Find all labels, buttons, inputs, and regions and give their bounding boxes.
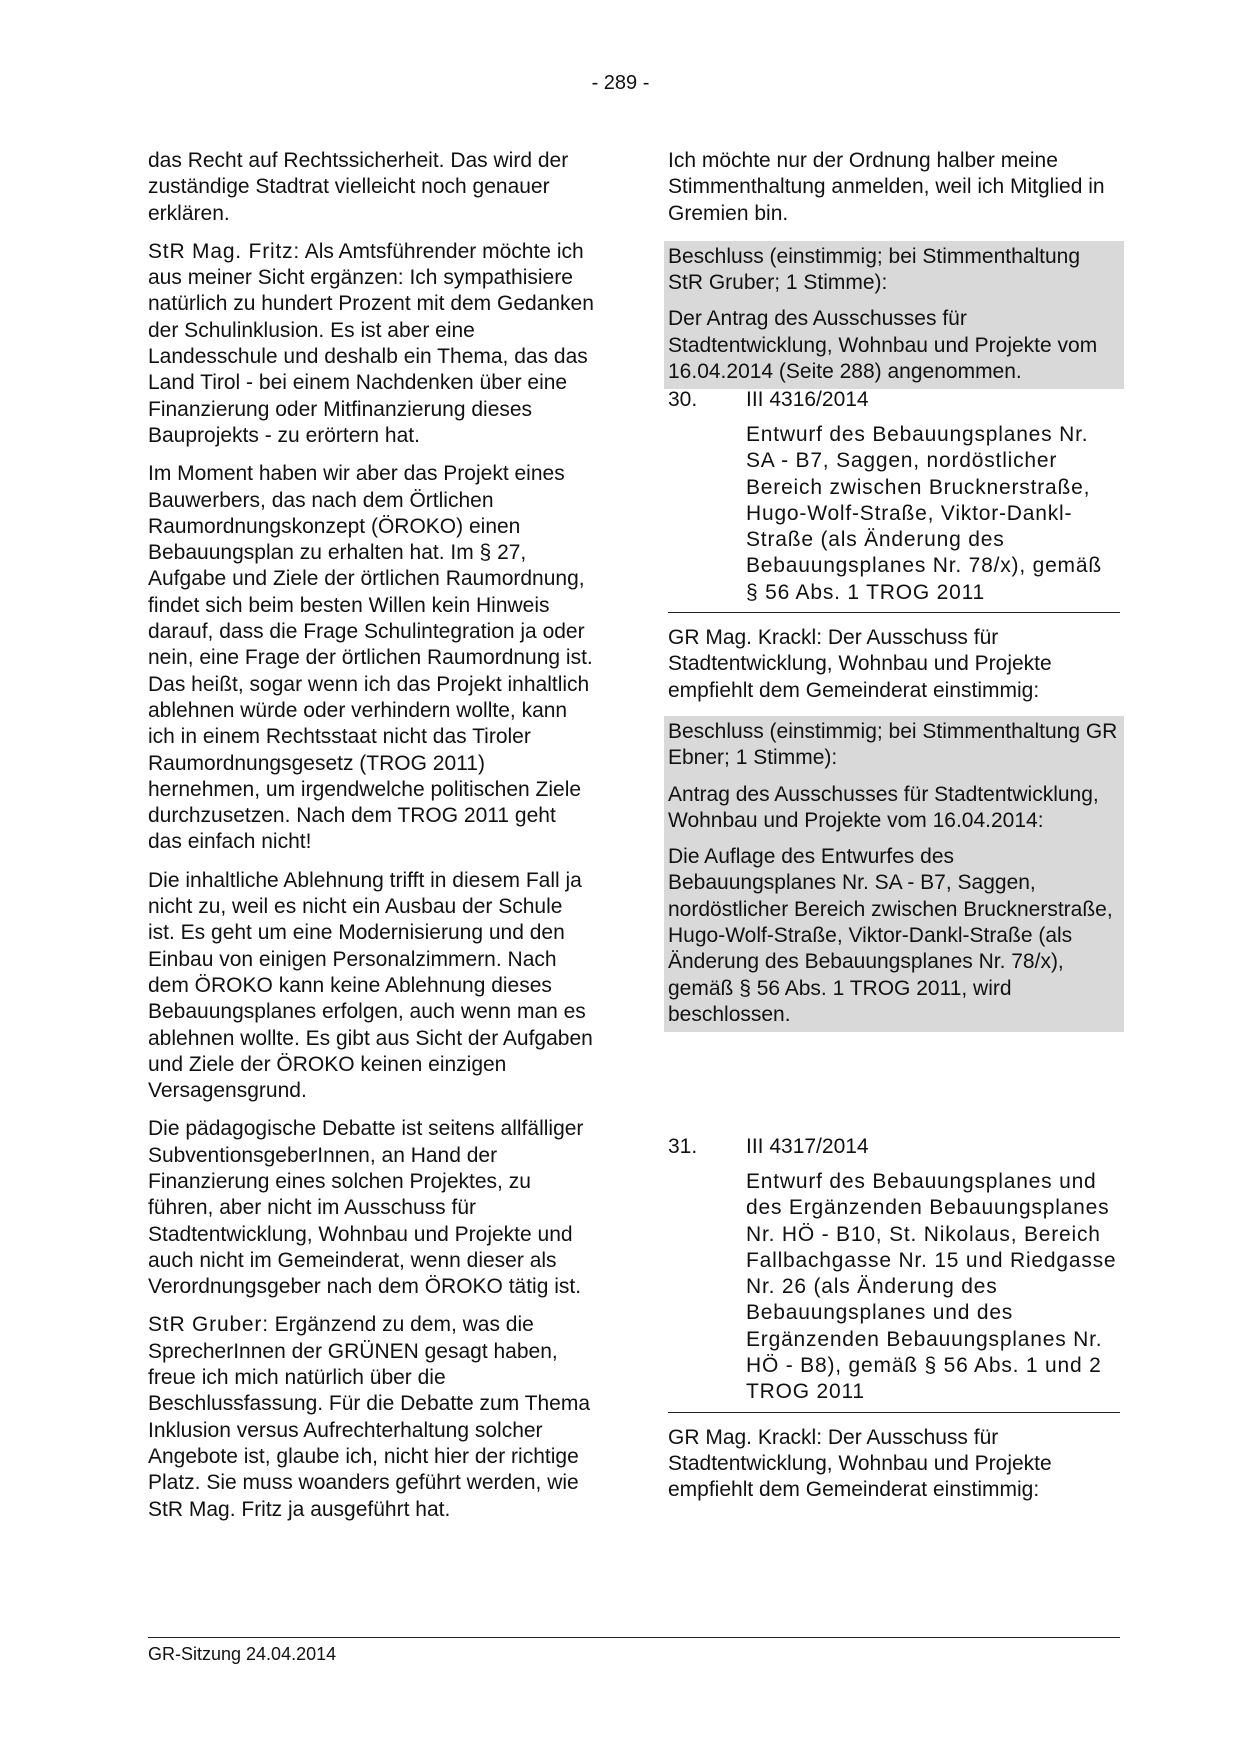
paragraph-fritz bbox=[148, 239, 594, 449]
item-30-divider bbox=[668, 612, 1120, 613]
right-column-top bbox=[668, 148, 1120, 389]
item-30-speaker-text: GR Mag. Krackl: Der Ausschuss für Stadtentwicklung, Wohnbau und Projekte empfiehlt dem Gemeinderat einstimmig: bbox=[668, 626, 1052, 702]
fritz-text: Als Amtsführender möchte ich aus meiner Sicht ergänzen: Ich sympathisiere natürlich zu hundert Prozent mit dem Gedanken der Schulinklusion. Es ist aber eine Landesschule und deshalb ein Thema, das das Land Tirol - bei einem Nachdenken über eine Finanzierung oder Mitfinanzierung dieses Bauprojekts - zu erörtern hat. bbox=[148, 239, 594, 447]
decision-29: Beschluss (einstimmig; bei Stimmenthaltung StR Gruber; 1 Stimme): bbox=[668, 244, 1081, 295]
item-31-title: Entwurf des Bebauungsplanes und des Ergänzenden Bebauungsplanes Nr. HÖ - B10, St. Nikolaus, Bereich Fallbachgasse Nr. 15 und Riedgasse Nr. 26 (als Änderung des Bebauungsplanes und des Ergänzenden Bebauungsplanes Nr. HÖ - B8), gemäß § 56 Abs. 1 und 2 TROG 2011 bbox=[746, 1170, 1117, 1404]
item-31-divider bbox=[668, 1412, 1120, 1413]
footer-divider bbox=[148, 1637, 1120, 1638]
item-30-ref: III 4316/2014 bbox=[746, 388, 869, 411]
paragraph-gruber bbox=[148, 1312, 594, 1522]
gruber-text: Ergänzend zu dem, was die SprecherInnen der GRÜNEN gesagt haben, freue ich mich natürlich über die Beschlussfassung. Für die Debatte zum Thema Inklusion versus Aufrechterhaltung solcher Angebote ist, glaube ich, nicht hier der richtige Platz. Sie muss woanders geführt werden, wie StR Mag. Fritz ja ausgeführt hat. bbox=[148, 1313, 590, 1521]
agenda-item-30 bbox=[668, 388, 1120, 1032]
motion-30: Antrag des Ausschusses für Stadtentwicklung, Wohnbau und Projekte vom 16.04.2014: bbox=[668, 782, 1099, 832]
paragraph-1: das Recht auf Rechtssicherheit. Das wird der zuständige Stadtrat vielleicht noch genauer erklären. bbox=[148, 149, 569, 225]
item-31-ref: III 4317/2014 bbox=[746, 1135, 869, 1158]
item-31-number: 31. bbox=[668, 1135, 698, 1158]
item-30-number: 30. bbox=[668, 388, 698, 411]
left-column bbox=[148, 148, 594, 1535]
decision-box-30 bbox=[664, 716, 1124, 1032]
decision-29-text: Der Antrag des Ausschusses für Stadtentwicklung, Wohnbau und Projekte vom 16.04.2014 (Seite 288) angenommen. bbox=[668, 307, 1098, 384]
paragraph-4: Die inhaltliche Ablehnung trifft in diesem Fall ja nicht zu, weil es nicht ein Ausbau der Schule ist. Es geht um eine Modernisierung und den Einbau von einigen Personalzimmern. Nach dem ÖROKO kann keine Ablehnung dieses Bebauungsplanes erfolgen, auch wenn man es ablehnen wollte. Es gibt aus Sicht der Aufgaben und Ziele der ÖROKO keinen einzigen Versagensgrund. bbox=[148, 868, 593, 1103]
item-31-speaker-text: GR Mag. Krackl: Der Ausschuss für Stadtentwicklung, Wohnbau und Projekte empfiehlt dem Gemeinderat einstimmig: bbox=[668, 1425, 1052, 1502]
paragraph-5: Die pädagogische Debatte ist seitens allfälliger SubventionsgeberInnen, an Hand der Finanzierung eines solchen Projektes, zu führen, aber nicht im Ausschuss für Stadtentwicklung, Wohnbau und Projekte und auch nicht im Gemeinderat, wenn dieser als Verordnungsgeber nach dem ÖROKO tätig ist. bbox=[148, 1117, 584, 1299]
decision-30: Beschluss (einstimmig; bei Stimmenthaltung GR Ebner; 1 Stimme): bbox=[668, 719, 1118, 770]
resolution-30: Die Auflage des Entwurfes des Bebauungsplanes Nr. SA - B7, Saggen, nordöstlicher Bereich zwischen Brucknerstraße, Hugo-Wolf-Straße, Viktor-Dankl-Straße (als Änderung des Bebauungsplanes Nr. 78/x), gemäß § 56 Abs. 1 TROG 2011, wird beschlossen. bbox=[668, 845, 1113, 1026]
item-30-title: Entwurf des Bebauungsplanes Nr. SA - B7, Saggen, nordöstlicher Bereich zwischen Brucknerstraße, Hugo-Wolf-Straße, Viktor-Dankl-Straße (als Änderung des Bebauungsplanes Nr. 78/x), gemäß § 56 Abs. 1 TROG 2011 bbox=[746, 423, 1102, 604]
speaker-gruber: StR Gruber: bbox=[148, 1313, 269, 1337]
speaker-fritz: StR Mag. Fritz: bbox=[148, 239, 301, 263]
paragraph-3: Im Moment haben wir aber das Projekt eines Bauwerbers, das nach dem Örtlichen Raumordnungskonzept (ÖROKO) einen Bebauungsplan zu erhalten hat. Im § 27, Aufgabe und Ziele der örtlichen Raumordnung, findet sich beim besten Willen kein Hinweis darauf, dass die Frage Schulintegration ja oder nein, eine Frage der örtlichen Raumordnung ist. Das heißt, sogar wenn ich das Projekt inhaltlich ablehnen würde oder verhindern wollte, kann ich in einem Rechtsstaat nicht das Tiroler Raumordnungsgesetz (TROG 2011) hernehmen, um irgendwelche politischen Ziele durchzusetzen. Nach dem TROG 2011 geht das einfach nicht! bbox=[148, 462, 593, 854]
page-number: - 289 - bbox=[591, 72, 650, 94]
agenda-item-31 bbox=[668, 1135, 1120, 1504]
right-paragraph-1: Ich möchte nur der Ordnung halber meine Stimmenthaltung anmelden, weil ich Mitglied in Gremien bin. bbox=[668, 149, 1105, 225]
footer: GR-Sitzung 24.04.2014 bbox=[148, 1644, 337, 1664]
decision-box-29 bbox=[664, 241, 1124, 389]
